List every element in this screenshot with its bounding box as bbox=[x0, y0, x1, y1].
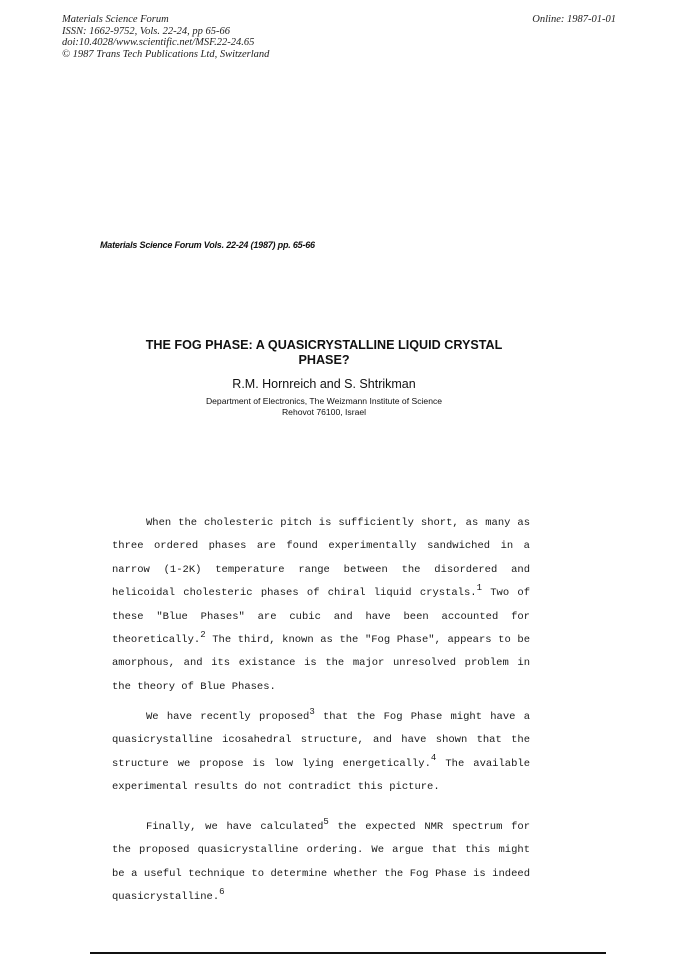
text-run: The available experimental results do not contradict this picture. bbox=[112, 757, 530, 794]
text-run: The third, known as the "Fog Phase", appears to be amorphous, and its existance is the major unresolved problem in the theory of Blue Phases. bbox=[112, 634, 530, 693]
footnote-ref: 2 bbox=[200, 629, 206, 640]
paragraph-text bbox=[112, 706, 530, 800]
body-paragraph-1 bbox=[112, 512, 530, 699]
footnote-ref: 5 bbox=[323, 816, 329, 827]
footnote-ref: 1 bbox=[476, 582, 482, 593]
affiliation-line: Department of Electronics, The Weizmann Institute of Science bbox=[205, 396, 443, 406]
text-run: that the Fog Phase might have a quasicrystalline icosahedral structure, and have shown that the structure we propose is low lying energetically. bbox=[112, 711, 530, 770]
journal-line: Materials Science Forum Vols. 22-24 (1987) pp. 65-66 bbox=[100, 240, 315, 250]
body-paragraph-2 bbox=[112, 706, 530, 800]
header-line: doi:10.4028/www.scientific.net/MSF.22-24.65 bbox=[62, 37, 255, 48]
title-line: PHASE? bbox=[298, 353, 350, 367]
footnote-ref: 4 bbox=[430, 753, 437, 764]
affiliation-line: Rehovot 76100, Israel bbox=[281, 407, 367, 417]
header-line: © 1987 Trans Tech Publications Ltd, Switzerland bbox=[62, 48, 270, 60]
paper-title bbox=[100, 338, 548, 368]
footer-rule bbox=[90, 952, 606, 954]
publication-info bbox=[62, 14, 269, 60]
paragraph-text bbox=[112, 816, 530, 910]
footnote-ref: 6 bbox=[219, 886, 225, 897]
paragraph-text bbox=[112, 512, 530, 699]
title-line: THE FOG PHASE: A QUASICRYSTALLINE LIQUID CRYSTAL bbox=[145, 338, 503, 352]
text-run: the expected NMR spectrum for the proposed quasicrystalline ordering. We argue that this might be a useful technique to determine whether the Fog Phase is indeed quasicrystalline. bbox=[112, 821, 530, 904]
text-run: Finally, we have calculated bbox=[146, 821, 324, 833]
footnote-ref: 3 bbox=[309, 706, 315, 717]
online-date: Online: 1987-01-01 bbox=[532, 14, 616, 25]
header-line: ISSN: 1662-9752, Vols. 22-24, pp 65-66 bbox=[62, 25, 230, 37]
text-run: We have recently proposed bbox=[146, 711, 310, 723]
affiliation bbox=[100, 396, 548, 418]
text-run: When the cholesteric pitch is sufficiently short, as many as three ordered phases are found experimentally sandwiched in a narrow (1-2K) temperature range between the disordered and helicoidal cholesteric phases of chiral liquid crystals. bbox=[112, 517, 530, 600]
body-paragraph-3 bbox=[112, 816, 530, 910]
header-line: Materials Science Forum bbox=[62, 14, 169, 25]
text-run: Two of these "Blue Phases" are cubic and have been accounted for theoretically. bbox=[112, 587, 530, 647]
authors: R.M. Hornreich and S. Shtrikman bbox=[232, 377, 416, 391]
